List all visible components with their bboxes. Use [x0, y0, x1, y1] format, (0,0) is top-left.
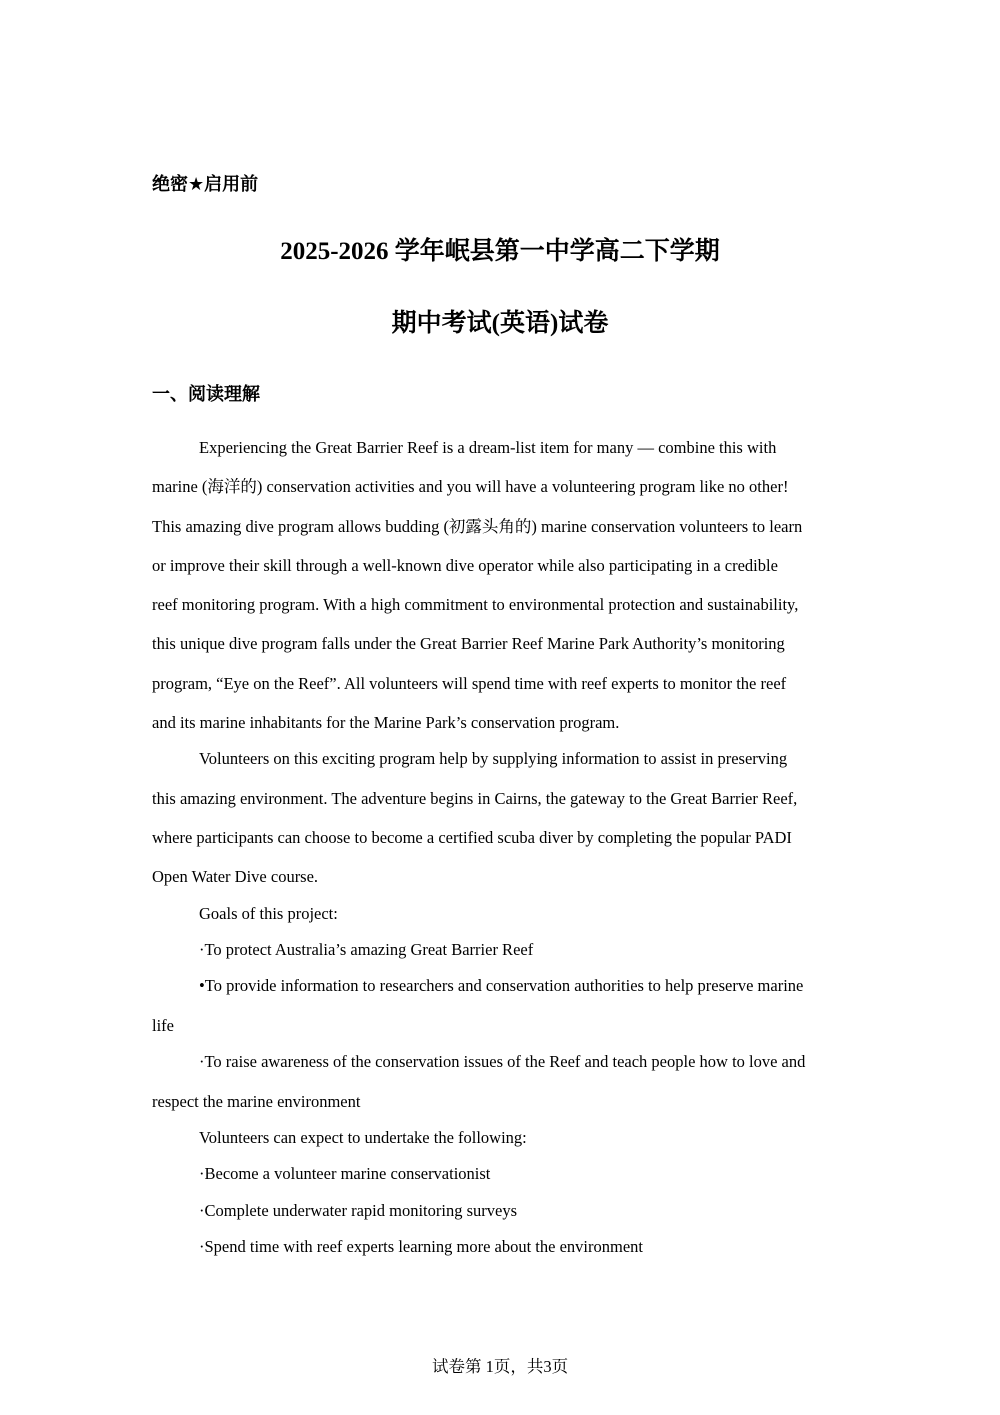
passage-p2-line: this amazing environment. The adventure begins in Cairns, the gateway to the Great Barrier Reef,	[152, 789, 798, 808]
section-heading: 一、阅读理解	[152, 384, 260, 405]
expect-item: ·Complete underwater rapid monitoring surveys	[199, 1201, 518, 1220]
goal-item: ·To raise awareness of the conservation issues of the Reef and teach people how to love and	[199, 1052, 806, 1071]
passage-p1-line: this unique dive program falls under the Great Barrier Reef Marine Park Authority’s monitoring	[152, 634, 785, 653]
passage-p1-line: and its marine inhabitants for the Marine Park’s conservation program.	[152, 713, 620, 732]
passage-p2-line: Open Water Dive course.	[152, 867, 319, 886]
goals-heading: Goals of this project:	[199, 904, 338, 923]
exam-title-line-2: 期中考试(英语)试卷	[391, 310, 609, 337]
goal-item-continued: respect the marine environment	[152, 1092, 361, 1111]
passage-p1-line: or improve their skill through a well-known dive operator while also participating in a credible	[152, 556, 778, 575]
passage-p2-line: Volunteers on this exciting program help by supplying information to assist in preserving	[199, 749, 788, 768]
goal-item-continued: life	[152, 1016, 174, 1035]
passage-p1-line: Experiencing the Great Barrier Reef is a dream-list item for many — combine this with	[199, 438, 777, 457]
secret-mark: 绝密★启用前	[152, 174, 259, 195]
exam-title-line-1: 2025-2026 学年岷县第一中学高二下学期	[280, 238, 720, 265]
passage-p1-line: program, “Eye on the Reef”. All volunteers will spend time with reef experts to monitor the reef	[152, 674, 787, 693]
passage-p1-line: reef monitoring program. With a high commitment to environmental protection and sustainability,	[152, 595, 799, 614]
passage-p2-line: where participants can choose to become a certified scuba diver by completing the popular PADI	[152, 828, 792, 847]
expect-item: ·Become a volunteer marine conservationist	[199, 1164, 491, 1183]
goal-item: ·To protect Australia’s amazing Great Barrier Reef	[199, 940, 534, 959]
goal-item: •To provide information to researchers and conservation authorities to help preserve marine	[199, 976, 804, 995]
expect-heading: Volunteers can expect to undertake the following:	[199, 1128, 527, 1147]
page-footer: 试卷第 1页，共3页	[431, 1357, 569, 1376]
passage-p1-line: marine (海洋的) conservation activities and you will have a volunteering program like no other!	[152, 477, 789, 496]
expect-item: ·Spend time with reef experts learning more about the environment	[199, 1237, 643, 1256]
passage-p1-line: This amazing dive program allows budding (初露头角的) marine conservation volunteers to learn	[152, 517, 803, 536]
